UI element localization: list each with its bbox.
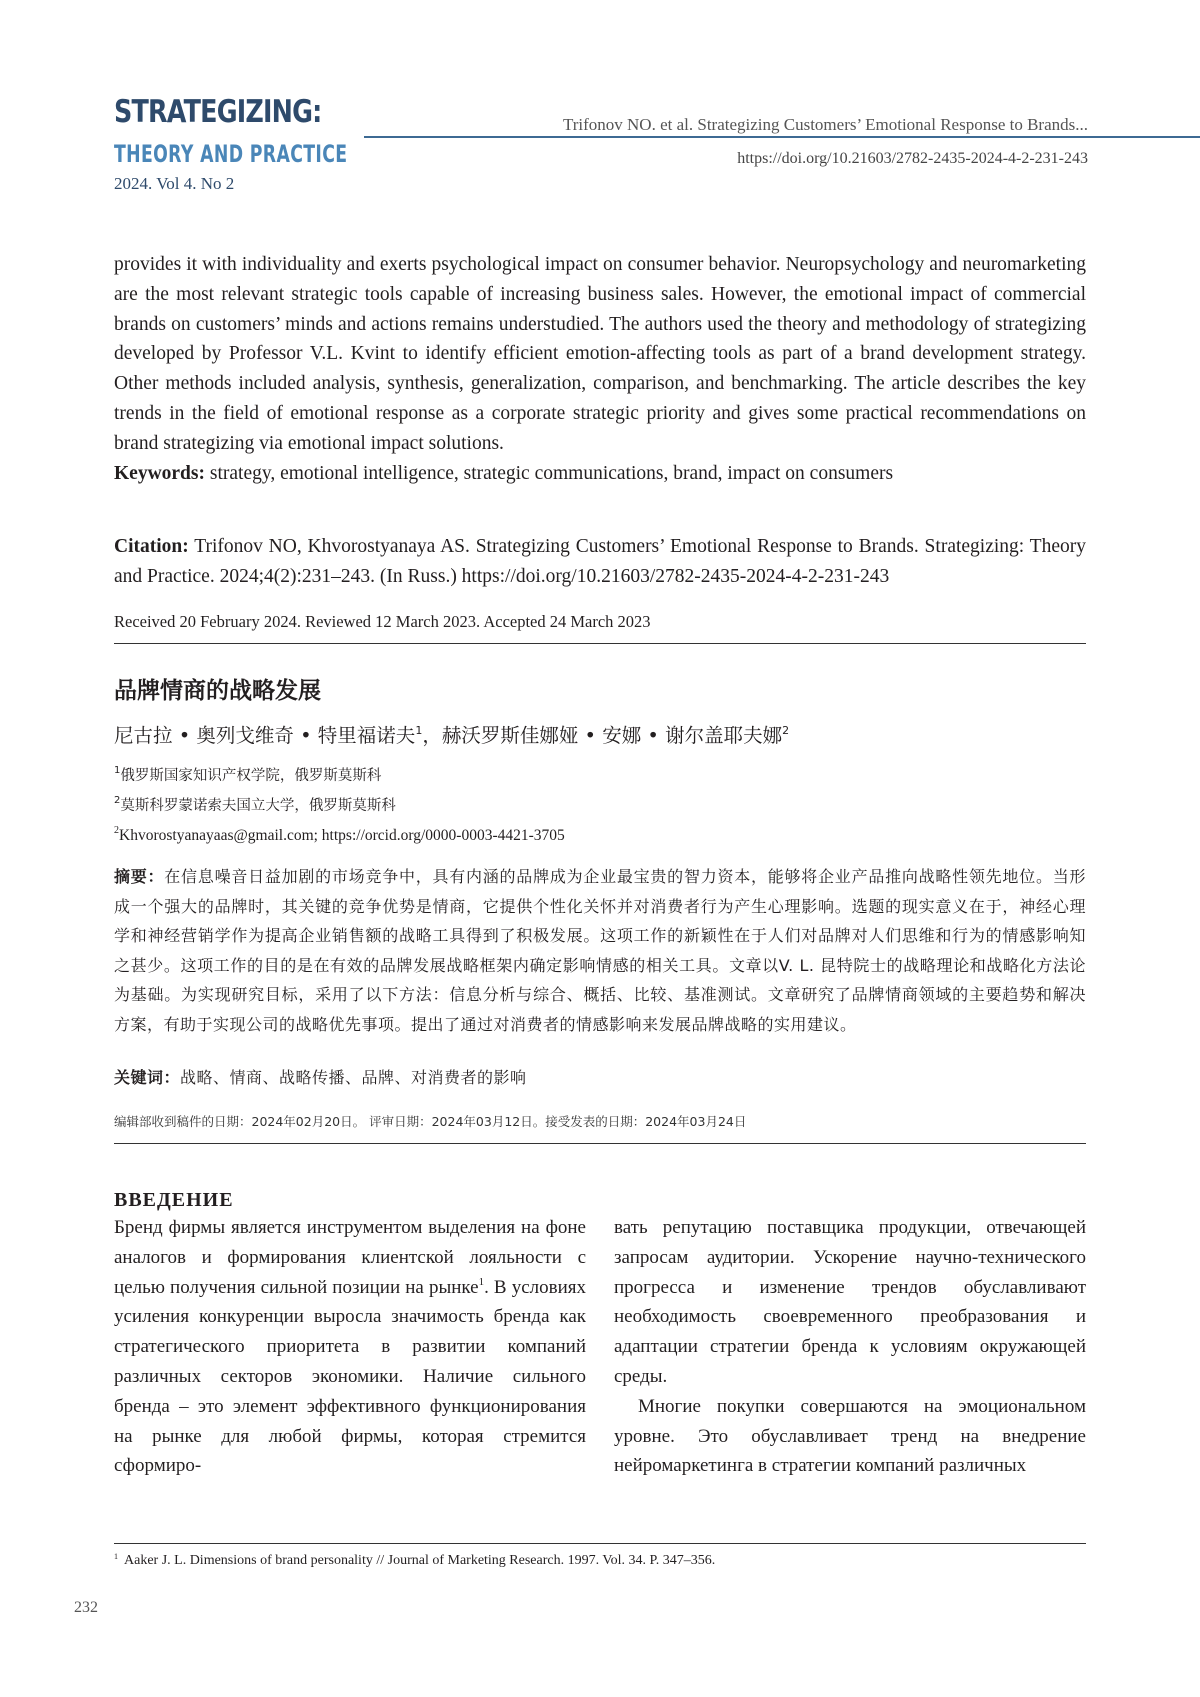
keywords-label: Keywords: bbox=[114, 462, 205, 484]
author-1-sup: 1 bbox=[415, 724, 423, 737]
body-column-right bbox=[614, 1213, 1086, 1481]
col1-text-b: . В условиях усиления конкуренции выросла значимость бренда как стратегического приоритета в развитии компаний различных секторов экономики. Наличие сильного бренда – это элемент эффективного функционирования на рынке для любой фирмы, которая стремится сформиро- bbox=[114, 1276, 586, 1477]
received-dates: Received 20 February 2024. Reviewed 12 March 2023. Accepted 24 March 2023 bbox=[114, 612, 651, 631]
chinese-abstract-text: 在信息噪音日益加剧的市场竞争中，具有内涵的品牌成为企业最宝贵的智力资本，能够将企业产品推向战略性领先地位。当形成一个强大的品牌时，其关键的竞争优势是情商，它提供个性化关怀并对消费者行为产生心理影响。选题的现实意义在于，神经心理学和神经营销学作为提高企业销售额的战略工具得到了积极发展。这项工作的新颖性在于人们对品牌对人们思维和行为的情感影响知之甚少。这项工作的目的是在有效的品牌发展战略框架内确定影响情感的相关工具。文章以V. L. 昆特院士的战略理论和战略化方法论为基础。为实现研究目标，采用了以下方法：信息分析与综合、概括、比较、基准测试。文章研究了品牌情商领域的主要趋势和解决方案，有助于实现公司的战略优先事项。提出了通过对消费者的情感影响来发展品牌战略的实用建议。 bbox=[114, 867, 1086, 1034]
citation-label: Citation: bbox=[114, 536, 189, 557]
footnote bbox=[114, 1553, 715, 1568]
col1-text-a: Бренд фирмы является инструментом выделения на фоне аналогов и формирования клиентской лояльности с целью получения сильной позиции на рынке bbox=[114, 1217, 586, 1298]
chinese-keywords-text: 战略、情商、战略传播、品牌、对消费者的影响 bbox=[180, 1068, 527, 1087]
running-title: Trifonov NO. et al. Strategizing Customers’ Emotional Response to Brands... bbox=[562, 115, 1088, 134]
footnote-ref[interactable]: 1 bbox=[478, 1275, 485, 1288]
affiliation-1-text: 俄罗斯国家知识产权学院，俄罗斯莫斯科 bbox=[120, 768, 382, 784]
section-divider bbox=[114, 643, 1086, 644]
journal-logo-title: STRATEGIZING: bbox=[114, 94, 322, 130]
journal-logo-subtitle: THEORY AND PRACTICE bbox=[114, 140, 348, 168]
footnote-marker: 1 bbox=[114, 1552, 118, 1561]
section-divider-2 bbox=[114, 1143, 1086, 1144]
abstract-english bbox=[114, 250, 1086, 488]
affiliation-contact bbox=[114, 826, 565, 844]
author-1: 尼古拉 • 奥列戈维奇 • 特里福诺夫 bbox=[114, 724, 416, 747]
author-2: 赫沃罗斯佳娜娅 • 安娜 • 谢尔盖耶夫娜 bbox=[441, 724, 783, 747]
footnote-rule bbox=[114, 1543, 1086, 1544]
chinese-keywords bbox=[114, 1070, 527, 1086]
chinese-abstract bbox=[114, 862, 1086, 1039]
chinese-authors bbox=[114, 726, 789, 746]
author-separator: ， bbox=[422, 724, 442, 747]
col2-paragraph-1: вать репутацию поставщика продукции, отвечающей запросам аудитории. Ускорение научно-технического прогресса и изменение трендов обуславливают необходимость своевременного преобразования и адаптации стратегии бренда к условиям окружающей среды. bbox=[614, 1217, 1086, 1387]
keywords-text: strategy, emotional intelligence, strategic communications, brand, impact on consumers bbox=[209, 462, 894, 484]
affiliation-2-sup: 2 bbox=[114, 795, 121, 806]
chinese-dates: 编辑部收到稿件的日期：2024年02月20日。 评审日期：2024年03月12日。接受发表的日期：2024年03月24日 bbox=[114, 1114, 747, 1129]
affiliation-3-sup: 2 bbox=[114, 825, 119, 836]
citation-text: Trifonov NO, Khvorostyanaya AS. Strategizing Customers’ Emotional Response to Brands. Strategizing: Theory and Practice. 2024;4(2):231–243. (In Russ.) https://doi.org/10.21603/2782-2435-2024-4-2-231-243 bbox=[114, 536, 1086, 587]
chinese-title: 品牌情商的战略发展 bbox=[114, 678, 321, 704]
chinese-abstract-label: 摘要： bbox=[114, 867, 165, 886]
header-doi-link[interactable]: https://doi.org/10.21603/2782-2435-2024-4-2-231-243 bbox=[737, 150, 1088, 167]
affiliation-1 bbox=[114, 766, 381, 784]
body-column-left bbox=[114, 1213, 586, 1481]
page-number: 232 bbox=[74, 1599, 98, 1616]
header-rule bbox=[364, 136, 1200, 138]
section-heading: ВВЕДЕНИЕ bbox=[114, 1189, 234, 1211]
issue-info: 2024. Vol 4. No 2 bbox=[114, 174, 235, 193]
chinese-keywords-label: 关键词： bbox=[114, 1068, 181, 1087]
author-2-sup: 2 bbox=[782, 724, 790, 737]
col2-paragraph-2: Многие покупки совершаются на эмоциональном уровне. Это обуславливает тренд на внедрение нейромаркетинга в стратегии компаний различных bbox=[614, 1395, 1086, 1477]
footnote-text: Aaker J. L. Dimensions of brand personality // Journal of Marketing Research. 1997. Vol. 34. P. 347–356. bbox=[124, 1553, 716, 1568]
contact-email-orcid[interactable]: Khvorostyanayaas@gmail.com; https://orcid.org/0000-0003-4421-3705 bbox=[119, 827, 565, 844]
affiliation-2-text: 莫斯科罗蒙诺索夫国立大学，俄罗斯莫斯科 bbox=[120, 798, 396, 814]
affiliation-2 bbox=[114, 796, 396, 814]
affiliation-1-sup: 1 bbox=[114, 765, 121, 776]
citation-block bbox=[114, 532, 1086, 592]
abstract-text: provides it with individuality and exerts psychological impact on consumer behavior. Neuropsychology and neuromarketing are the most relevant strategic tools capable of increasing business sales. However, the emotional impact of commercial brands on customers’ minds and actions remains understudied. The authors used the theory and methodology of strategizing developed by Professor V.L. Kvint to identify efficient emotion-affecting tools as part of a brand development strategy. Other methods included analysis, synthesis, generalization, comparison, and benchmarking. The article describes the key trends in the field of emotional response as a corporate strategic priority and gives some practical recommendations on brand strategizing via emotional impact solutions. bbox=[114, 254, 1086, 454]
